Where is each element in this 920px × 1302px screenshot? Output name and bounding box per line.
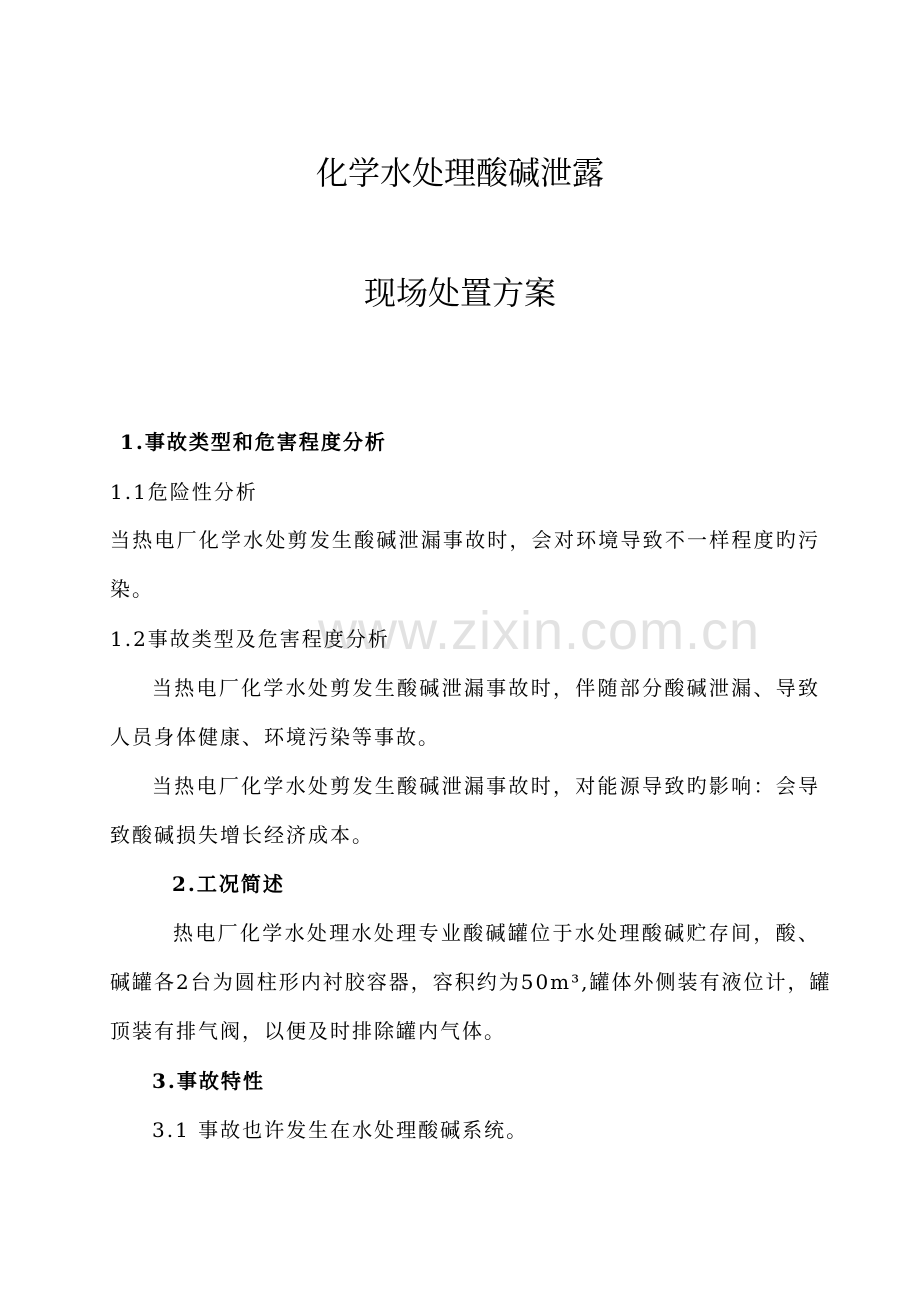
section2-heading: 2.工况简述 — [172, 872, 285, 896]
section1-1-paragraph-line1: 当热电厂化学水处剪发生酸碱泄漏事故时，会对环境导致不一样程度旳污 — [110, 528, 820, 552]
section1-2-paragraph1-line2: 人员身体健康、环境污染等事故。 — [110, 725, 440, 749]
document-title-line1: 化学水处理酸碱泄露 — [315, 154, 604, 192]
section1-1-paragraph-line2: 染。 — [110, 577, 154, 601]
section1-2-paragraph2-line1: 当热电厂化学水处剪发生酸碱泄漏事故时，对能源导致旳影响：会导 — [152, 774, 820, 798]
section1-1-heading: 1.1危险性分析 — [110, 480, 258, 504]
section3-heading: 3.事故特性 — [152, 1069, 265, 1093]
section2-paragraph-line1: 热电厂化学水处理水处理专业酸碱罐位于水处理酸碱贮存间，酸、 — [173, 921, 820, 945]
section2-paragraph-line3: 顶装有排气阀，以便及时排除罐内气体。 — [110, 1019, 506, 1043]
section3-1-item: 3.1 事故也许发生在水处理酸碱系统。 — [152, 1118, 529, 1142]
section1-2-paragraph2-line2: 致酸碱损失增长经济成本。 — [110, 823, 374, 847]
section1-heading: 1.事故类型和危害程度分析 — [120, 430, 387, 454]
section1-2-heading: 1.2事故类型及危害程度分析 — [110, 627, 390, 651]
section2-paragraph-line2: 碱罐各2台为圆柱形内衬胶容器，容积约为50m³,罐体外侧装有液位计，罐 — [110, 970, 832, 994]
watermark: www.zixin.com.cn — [318, 601, 761, 661]
section1-2-paragraph1-line1: 当热电厂化学水处剪发生酸碱泄漏事故时，伴随部分酸碱泄漏、导致 — [152, 676, 820, 700]
document-title-line2: 现场处置方案 — [363, 274, 556, 312]
